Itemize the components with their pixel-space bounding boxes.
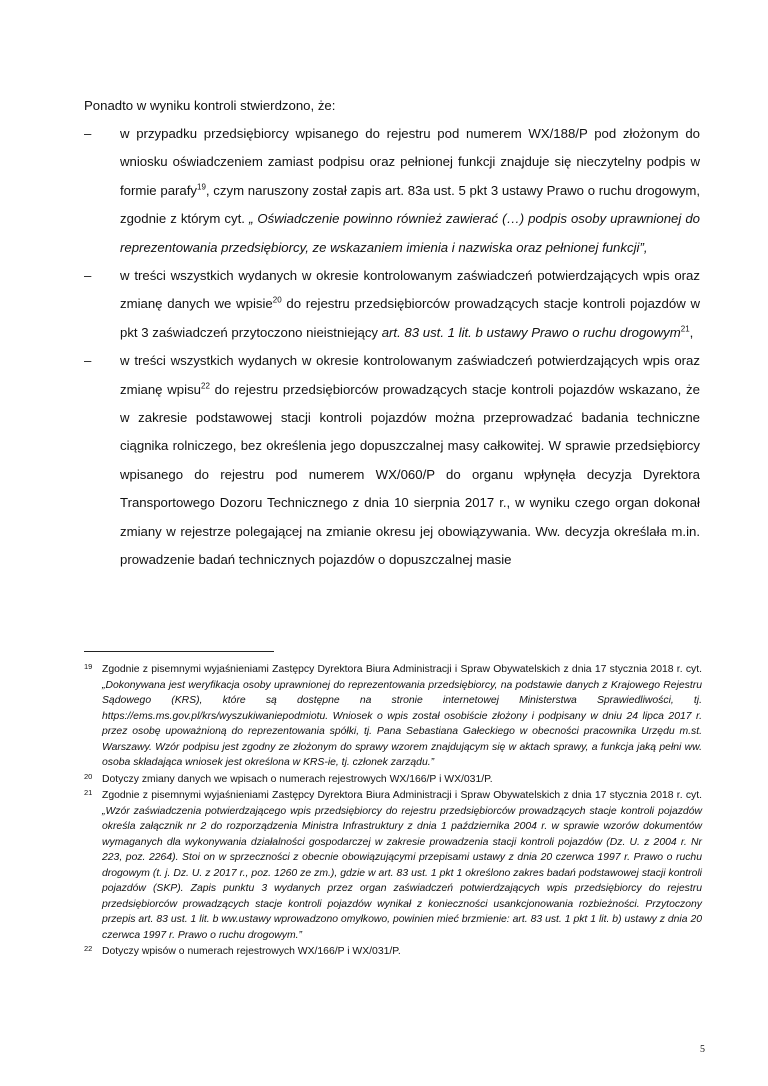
footnote-19 xyxy=(84,662,702,771)
text-run: Dotyczy wpisów o numerach rejestrowych WX/166/P i WX/031/P. xyxy=(102,946,401,957)
footnote-reference: 20 xyxy=(272,296,282,306)
text-run: w treści wszystkich wydanych w okresie kontrolowanym zaświadczeń potwierdzających wpis oraz zmianę danych we wpisie xyxy=(120,268,700,312)
italic-quote: „ Oświadczenie powinno również zawierać (…) podpis osoby uprawnionej do reprezentowania przedsiębiorcy, ze wskazaniem imienia i nazwiska oraz pełnionej funkcji”, xyxy=(120,211,700,255)
footnote-20 xyxy=(84,772,702,788)
footnote-reference: 19 xyxy=(197,182,206,192)
text-run: Zgodnie z pisemnymi wyjaśnieniami Zastępcy Dyrektora Biura Administracji i Spraw Obywatelskich z dnia 17 stycznia 2018 r. cyt. xyxy=(102,790,702,801)
text-run: do rejestru przedsiębiorców prowadzących stacje kontroli pojazdów wskazano, że w zakresie podstawowej stacji kontroli pojazdów można przeprowadzać badania techniczne ciągnika rolniczego, bez określenia jego dopuszczalnej masy całkowitej. W sprawie przedsiębiorcy wpisanego do rejestru pod numerem WX/060/P do organu wpłynęła decyzja Dyrektora Transportowego Dozoru Technicznego z dnia 10 sierpnia 2017 r., w wyniku czego organ dokonał zmiany w rejestrze polegającej na zmianie okresu jej obowiązywania. Ww. decyzja określała m.in. prowadzenie badań technicznych pojazdów o dopuszczalnej masie xyxy=(120,381,700,568)
finding-text xyxy=(120,262,700,347)
italic-quote: art. 83 ust. 1 lit. b ustawy Prawo o ruchu drogowym xyxy=(381,324,681,340)
text-run: w przypadku przedsiębiorcy wpisanego do rejestru pod numerem WX/188/P pod złożonym do wniosku oświadczeniem zamiast podpisu oraz pełnionej funkcji znajduje się nieczytelny podpis w formie parafy xyxy=(120,126,700,198)
footnote-separator xyxy=(84,651,274,652)
text-run: w treści wszystkich wydanych w okresie kontrolowanym zaświadczeń potwierdzających wpis oraz zmianę wpisu xyxy=(120,353,700,397)
footnote-number: 19 xyxy=(84,662,93,671)
footnotes-list xyxy=(84,662,702,961)
footnote-text xyxy=(102,944,702,960)
footnote-number: 22 xyxy=(84,944,93,953)
footnote-22 xyxy=(84,944,702,960)
text-run: , xyxy=(689,324,694,340)
finding-item-2 xyxy=(84,262,700,347)
footnote-reference: 22 xyxy=(201,381,210,391)
text-run: do rejestru przedsiębiorców prowadzących stacje kontroli pojazdów w pkt 3 zaświadczeń przytoczono nieistniejący xyxy=(120,296,700,340)
page-number: 5 xyxy=(700,1044,705,1055)
bullet-dash: – xyxy=(84,126,92,141)
italic-quote: „Wzór zaświadczenia potwierdzającego wpis przedsiębiorcy do rejestru przedsiębiorców prowadzących stacje kontroli pojazdów określa załącznik nr 2 do rozporządzenia Ministra Infrastruktury z dnia 1 października 2004 r. w sprawie wzorów dokumentów wymaganych dla wykonywania działalności gospodarczej w zakresie prowadzenia stacji kontroli pojazdów (Dz. U. z 2004 r. Nr 223, poz. 2264). Stoi on w sprzeczności z obecnie obowiązującymi przepisami ustawy z dnia 20 czerwca 1997 r. Prawo o ruchu drogowym (t. j. Dz. U. z 2017 r., poz. 1260 ze zm.), gdzie w art. 83 ust. 1 pkt 1 określono zakres badań podstawowej stacji kontroli pojazdów (SKP). Zapis punktu 3 wydanych przez organ zaświadczeń potwierdzających wpis przedsiębiorcy do rejestru przedsiębiorców prowadzących stacje kontroli pojazdów wynikał z konieczności usankcjonowania rozbieżności. Przytoczony przepis art. 83 ust. 1 lit. b ww.ustawy wprowadzono omyłkowo, powinien mieć brzmienie: art. 83 ust. 1 pkt 1 lit. b) ustawy z dnia 20 czerwca 1997 r. Prawo o ruchu drogowym.” xyxy=(102,805,702,941)
footnote-number: 21 xyxy=(84,788,93,797)
footnote-reference: 21 xyxy=(680,324,690,334)
finding-text xyxy=(120,120,700,262)
footnote-21 xyxy=(84,788,702,943)
footnote-text xyxy=(102,662,702,771)
bullet-dash: – xyxy=(84,353,92,369)
footnote-text xyxy=(102,788,702,943)
intro-paragraph: Ponadto w wyniku kontroli stwierdzono, że: xyxy=(84,98,336,113)
finding-item-3 xyxy=(84,347,700,574)
bullet-dash: – xyxy=(84,268,92,284)
italic-quote: „Dokonywana jest weryfikacja osoby uprawnionej do reprezentowania przedsiębiorcy, na podstawie danych z Krajowego Rejestru Sądowego (KRS), które są dostępne na stronie internetowej Ministerstwa Sprawiedliwości, tj. https://ems.ms.gov.pl/krs/wyszukiwaniepodmiotu. Wniosek o wpis został osobiście złożony i podpisany w dniu 24 lipca 2017 r. przez osobę upoważnioną do reprezentowania spółki, tj. Pana Sebastiana Gałeckiego w obecności pracownika Urzędu m.st. Warszawy. Wzór podpisu jest zgodny ze złożonym do sprawy wzorem znajdującym się w aktach sprawy, a funkcja jaką pełni ww. osoba składająca wniosek jest określona w KRS-ie, tj. członek zarządu.” xyxy=(102,679,702,768)
finding-text xyxy=(120,347,700,574)
footnote-text xyxy=(102,772,702,788)
findings-list xyxy=(84,120,700,575)
text-run: Zgodnie z pisemnymi wyjaśnieniami Zastępcy Dyrektora Biura Administracji i Spraw Obywatelskich z dnia 17 stycznia 2018 r. cyt. xyxy=(102,664,702,675)
finding-item-1 xyxy=(84,120,700,262)
footnote-number: 20 xyxy=(84,771,93,781)
text-run: , czym naruszony został zapis art. 83a ust. 5 pkt 3 ustawy Prawo o ruchu drogowym, zgodnie z którym cyt. xyxy=(120,182,700,227)
text-run: Dotyczy zmiany danych we wpisach o numerach rejestrowych WX/166/P i WX/031/P. xyxy=(102,773,493,785)
